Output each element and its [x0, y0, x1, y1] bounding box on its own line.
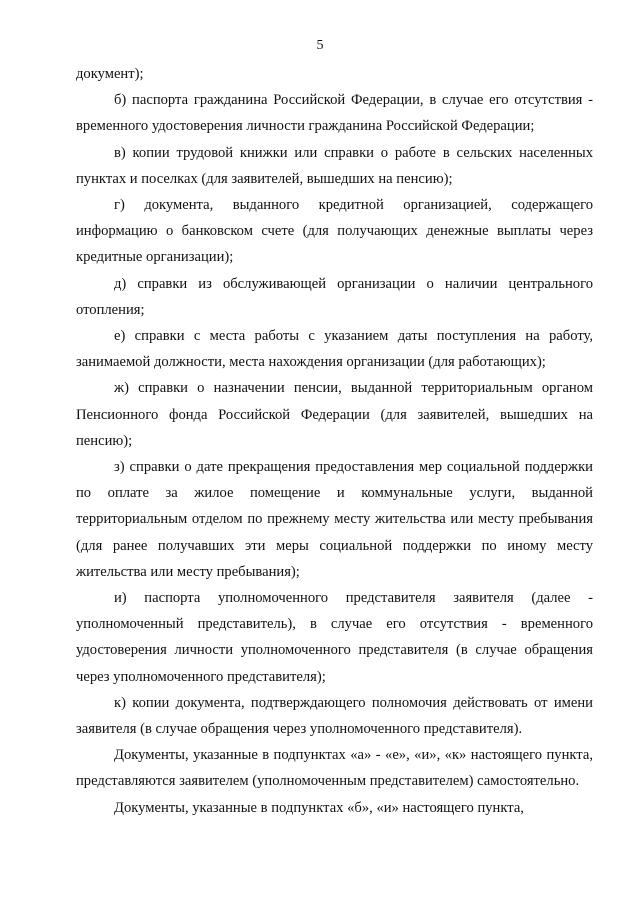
paragraph-item-k: к) копии документа, подтверждающего полномочия действовать от имени заявителя (в случае обращения через уполномоченного представителя).	[76, 694, 593, 738]
paragraph-item-g: г) документа, выданного кредитной организацией, содержащего информацию о банковском счете (для получающих денежные выплаты через кредитные организации);	[76, 197, 593, 266]
paragraph-item-d: д) справки из обслуживающей организации о наличии центрального отопления;	[76, 275, 593, 318]
paragraph-documents-partial: Документы, указанные в подпунктах «б», «и» настоящего пункта,	[114, 799, 524, 816]
paragraph-item-zh: ж) справки о назначении пенсии, выданной территориальным органом Пенсионного фонда Российской Федерации (для заявителей, вышедших на пенсию);	[76, 380, 593, 449]
paragraph-item-i: и) паспорта уполномоченного представителя заявителя (далее - уполномоченный представитель), в случае его отсутствия - временного удостоверения личности уполномоченного представителя (в случае обращения через уполномоченного представителя);	[76, 590, 593, 685]
paragraph-documents-self: Документы, указанные в подпунктах «а» - «е», «и», «к» настоящего пункта, представляются заявителем (уполномоченным представителем) самостоятельно.	[76, 747, 593, 790]
document-body	[76, 61, 593, 821]
paragraph-item-v: в) копии трудовой книжки или справки о работе в сельских населенных пунктах и поселках (для заявителей, вышедших на пенсию);	[76, 144, 593, 187]
paragraph-continuation: документ);	[76, 66, 144, 82]
paragraph-item-z: з) справки о дате прекращения предоставления мер социальной поддержки по оплате за жилое помещение и коммунальные услуги, выданной территориальным отделом по прежнему месту жительства или месту пребывания (для ранее получавших эти меры социальной поддержки по иному месту жительства или месту пребывания);	[76, 459, 593, 580]
page-number: 5	[316, 38, 324, 53]
paragraph-item-e: е) справки с места работы с указанием даты поступления на работу, занимаемой должности, места нахождения организации (для работающих);	[76, 328, 593, 371]
paragraph-item-b: б) паспорта гражданина Российской Федерации, в случае его отсутствия - временного удостоверения личности гражданина Российской Федерации;	[76, 92, 593, 135]
